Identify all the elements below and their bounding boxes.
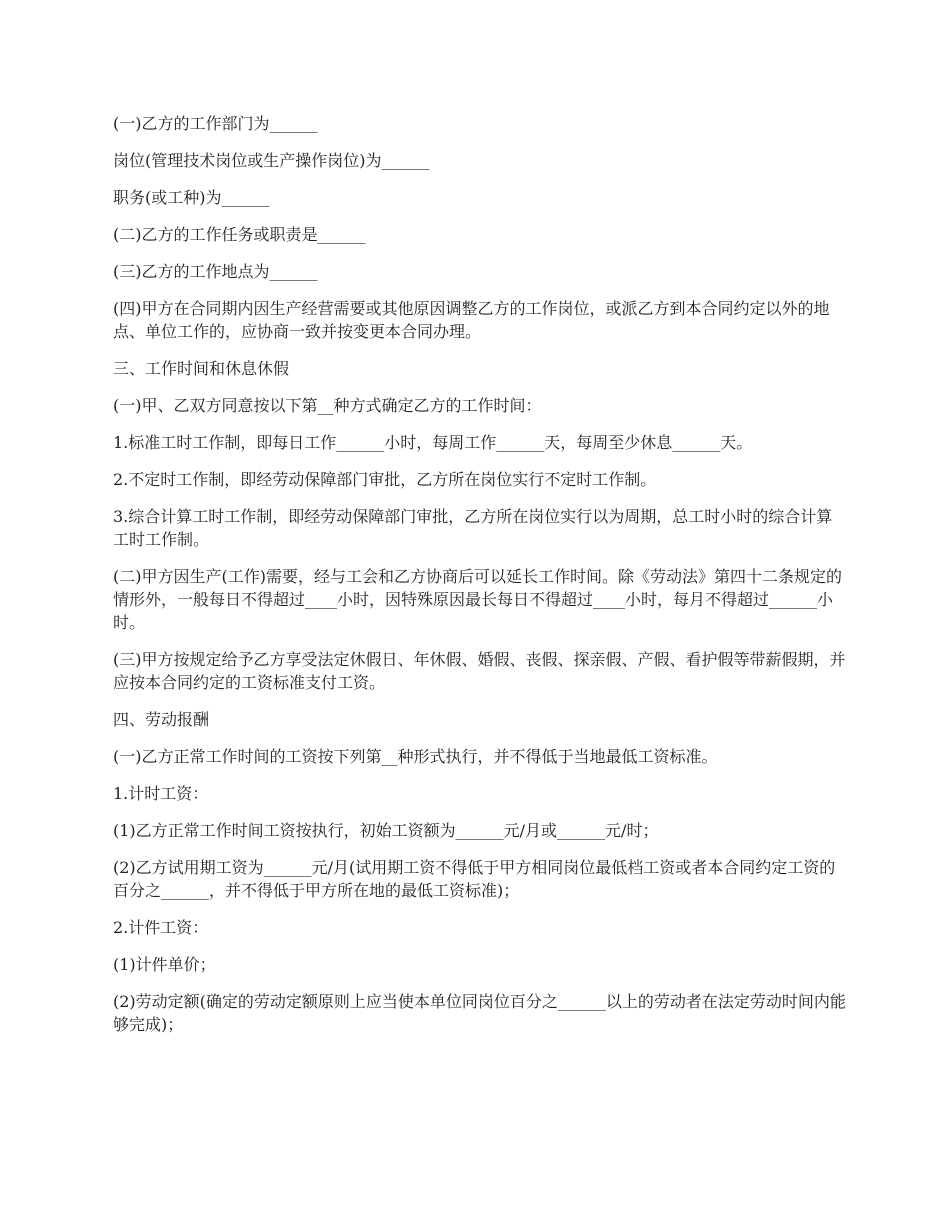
paragraph-duties: (二)乙方的工作任务或职责是______: [113, 225, 366, 244]
paragraph-work-hours-mode: (一)甲、乙双方同意按以下第__种方式确定乙方的工作时间：: [113, 396, 542, 415]
paragraph-department: (一)乙方的工作部门为______: [113, 114, 318, 133]
paragraph-job-title: 职务(或工种)为______: [113, 188, 270, 207]
section-heading-remuneration: 四、劳动报酬: [113, 710, 210, 729]
paragraph-time-wage-heading: 1.计时工资：: [113, 784, 209, 803]
paragraph-standard-hours: 1.标准工时工作制，即每日工作______小时，每周工作______天，每周至少休息______天。: [113, 433, 753, 452]
paragraph-piece-rate: (1)计件单价；: [113, 955, 216, 974]
paragraph-wage-form: (一)乙方正常工作时间的工资按下列第__种形式执行，并不得低于当地最低工资标准。: [113, 747, 718, 766]
paragraph-work-location: (三)乙方的工作地点为______: [113, 262, 318, 281]
paragraph-paid-leave: (三)甲方按规定给予乙方享受法定休假日、年休假、婚假、丧假、探亲假、产假、看护假等带薪假期，并应按本合同约定的工资标准支付工资。: [113, 650, 846, 692]
paragraph-position-change: (四)甲方在合同期内因生产经营需要或其他原因调整乙方的工作岗位，或派乙方到本合同约定以外的地点、单位工作的，应协商一致并按变更本合同办理。: [113, 299, 830, 341]
paragraph-probation-wage: (2)乙方试用期工资为______元/月(试用期工资不得低于甲方相同岗位最低档工资或者本合同约定工资的百分之______，并不得低于甲方所在地的最低工资标准)；: [113, 858, 836, 900]
paragraph-flexible-hours: 2.不定时工作制，即经劳动保障部门审批，乙方所在岗位实行不定时工作制。: [113, 470, 657, 489]
paragraph-piece-wage-heading: 2.计件工资：: [113, 918, 209, 937]
section-heading-work-hours: 三、工作时间和休息休假: [113, 359, 290, 378]
paragraph-labor-quota: (2)劳动定额(确定的劳动定额原则上应当使本单位同岗位百分之______以上的劳动者在法定劳动时间内能够完成)；: [113, 992, 846, 1034]
paragraph-overtime: (二)甲方因生产(工作)需要，经与工会和乙方协商后可以延长工作时间。除《劳动法》第四十二条规定的情形外，一般每日不得超过____小时，因特殊原因最长每日不得超过____小时，每月不得超过______小时。: [113, 567, 842, 632]
paragraph-position: 岗位(管理技术岗位或生产操作岗位)为______: [113, 151, 430, 170]
paragraph-time-wage-amount: (1)乙方正常工作时间工资按执行，初始工资额为______元/月或______元/时；: [113, 821, 659, 840]
paragraph-comprehensive-hours: 3.综合计算工时工作制，即经劳动保障部门审批，乙方所在岗位实行以为周期，总工时小时的综合计算工时工作制。: [113, 507, 833, 549]
document-page: [113, 112, 848, 1050]
